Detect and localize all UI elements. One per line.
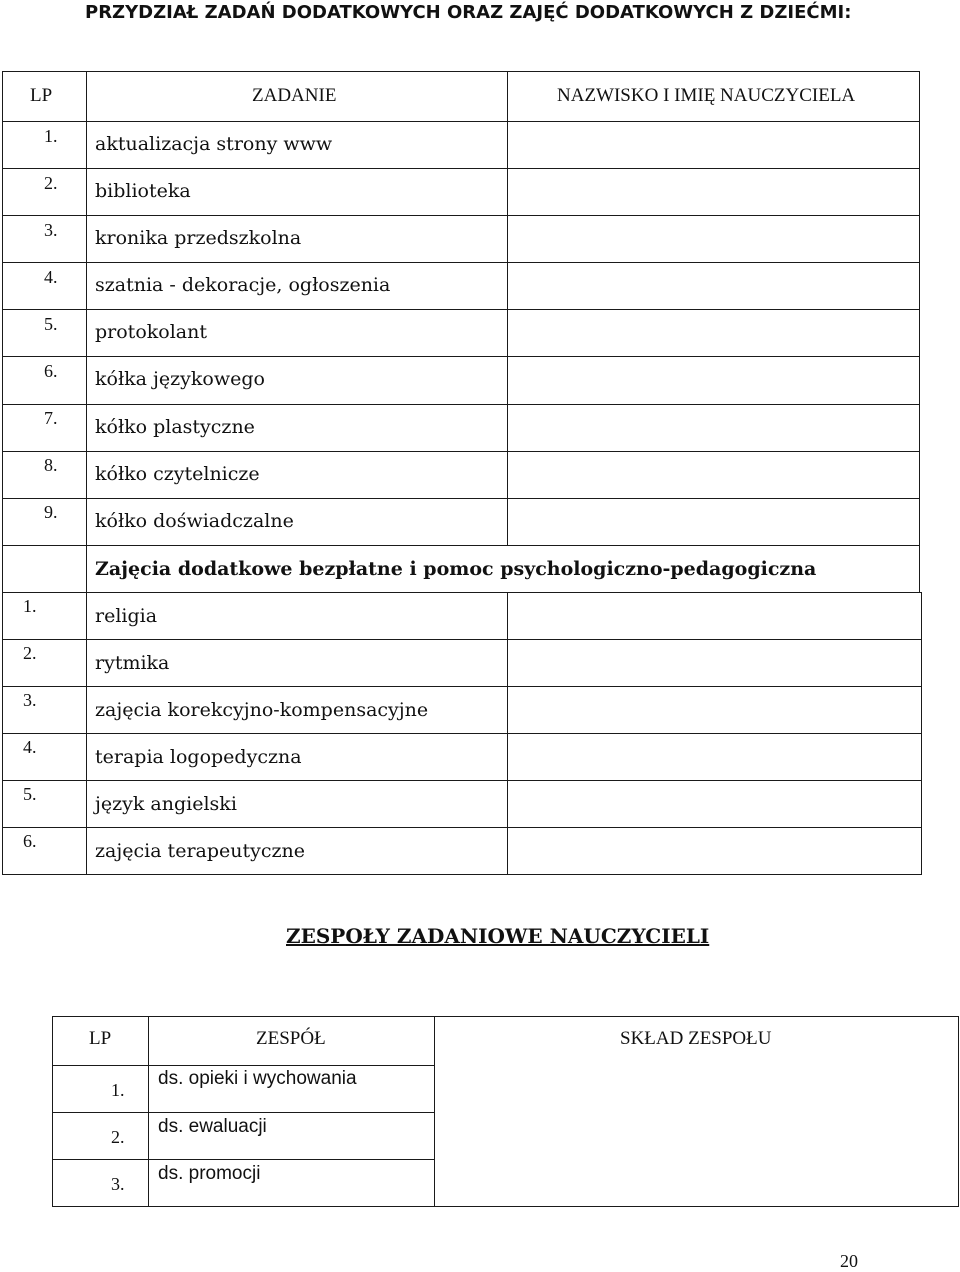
table-line xyxy=(52,1112,434,1113)
row-number: 1. xyxy=(44,126,58,146)
task-label: zajęcia terapeutyczne xyxy=(95,840,305,862)
table-line xyxy=(2,874,922,875)
table-line xyxy=(2,71,920,72)
table-line xyxy=(2,639,922,640)
row-number: 8. xyxy=(44,455,58,475)
row-number: 3. xyxy=(111,1174,125,1194)
table-line xyxy=(2,215,920,216)
table-line xyxy=(2,498,920,499)
table-line xyxy=(2,404,920,405)
table-line xyxy=(2,545,920,546)
task-label: szatnia - dekoracje, ogłoszenia xyxy=(95,274,391,296)
task-label: aktualizacja strony www xyxy=(95,133,333,155)
task-label: terapia logopedyczna xyxy=(95,746,302,768)
team-label: ds. ewaluacji xyxy=(158,1116,267,1137)
table-line xyxy=(52,1159,434,1160)
task-label: kółko plastyczne xyxy=(95,416,255,438)
task-label: kółko doświadczalne xyxy=(95,510,294,532)
header-lp: LP xyxy=(89,1028,112,1049)
table-line xyxy=(52,1016,959,1017)
page-number: 20 xyxy=(840,1251,858,1271)
task-label: religia xyxy=(95,605,158,627)
table-line xyxy=(434,1016,435,1207)
table-line xyxy=(52,1065,434,1066)
table-line xyxy=(86,71,87,875)
table-line xyxy=(507,592,508,875)
table-line xyxy=(2,121,920,122)
header-lp: LP xyxy=(30,85,53,106)
table-line xyxy=(2,356,920,357)
task-label: rytmika xyxy=(95,652,170,674)
table-line xyxy=(148,1016,149,1207)
table-line xyxy=(2,592,922,593)
task-label: kółko czytelnicze xyxy=(95,463,260,485)
table-line xyxy=(2,451,920,452)
table-line xyxy=(921,592,922,875)
task-label: kronika przedszkolna xyxy=(95,227,302,249)
table-line xyxy=(919,71,920,593)
table-line xyxy=(52,1206,959,1207)
row-number: 5. xyxy=(44,314,58,334)
table-line xyxy=(2,309,920,310)
table-line xyxy=(2,262,920,263)
row-number: 4. xyxy=(44,267,58,287)
table-line xyxy=(2,733,922,734)
row-number: 7. xyxy=(44,408,58,428)
row-number: 6. xyxy=(44,361,58,381)
task-label: protokolant xyxy=(95,321,207,343)
task-label: zajęcia korekcyjno-kompensacyjne xyxy=(95,699,429,721)
task-label: język angielski xyxy=(95,793,237,815)
header-task: ZADANIE xyxy=(252,85,337,106)
row-number: 6. xyxy=(23,831,37,851)
row-number: 2. xyxy=(111,1127,125,1147)
row-number: 3. xyxy=(23,690,37,710)
row-number: 4. xyxy=(23,737,37,757)
table-line xyxy=(52,1016,53,1207)
table-line xyxy=(2,827,922,828)
row-number: 1. xyxy=(23,596,37,616)
table-line xyxy=(958,1016,959,1207)
table-line xyxy=(2,168,920,169)
row-number: 1. xyxy=(111,1080,125,1100)
teams-title: ZESPOŁY ZADANIOWE NAUCZYCIELI xyxy=(286,924,710,948)
row-number: 5. xyxy=(23,784,37,804)
table-line xyxy=(507,71,508,546)
task-label: kółka językowego xyxy=(95,368,265,390)
page-heading: PRZYDZIAŁ ZADAŃ DODATKOWYCH ORAZ ZAJĘĆ DODATKOWYCH Z DZIEĆMI: xyxy=(85,2,852,23)
section-heading: Zajęcia dodatkowe bezpłatne i pomoc psychologiczno-pedagogiczna xyxy=(95,558,817,580)
task-label: biblioteka xyxy=(95,180,191,202)
header-members: SKŁAD ZESPOŁU xyxy=(620,1028,772,1049)
team-label: ds. opieki i wychowania xyxy=(158,1068,357,1089)
header-teacher: NAZWISKO I IMIĘ NAUCZYCIELA xyxy=(557,85,856,106)
row-number: 2. xyxy=(23,643,37,663)
row-number: 9. xyxy=(44,502,58,522)
table-line xyxy=(2,780,922,781)
header-team: ZESPÓŁ xyxy=(256,1028,326,1049)
table-line xyxy=(2,686,922,687)
row-number: 2. xyxy=(44,173,58,193)
row-number: 3. xyxy=(44,220,58,240)
table-line xyxy=(2,71,3,875)
team-label: ds. promocji xyxy=(158,1163,261,1184)
